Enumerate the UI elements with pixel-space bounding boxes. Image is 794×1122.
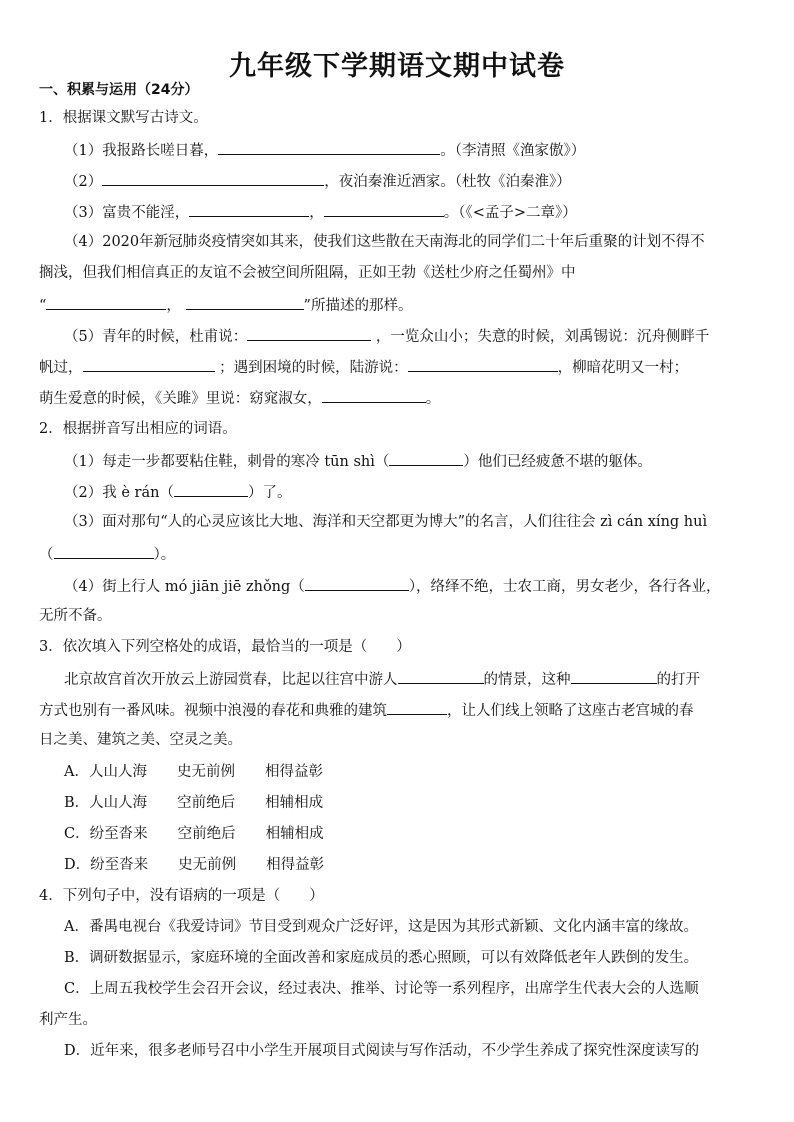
q1-item-4-line2: 搁浅，但我们相信真正的友谊不会被空间所阻隔，正如王勃《送杜少府之任蜀州》中 bbox=[39, 265, 576, 281]
q1-item-4-line3: “ ， ”所描述的那样。 bbox=[39, 294, 412, 316]
answer-blank[interactable] bbox=[322, 387, 426, 403]
q1-item-3: （3）富贵不能淫， ， 。（《<孟子>二章》） bbox=[64, 201, 577, 223]
answer-blank[interactable] bbox=[305, 575, 409, 591]
answer-blank[interactable] bbox=[83, 356, 215, 372]
q3-stem: 3．依次填入下列空格处的成语，最恰当的一项是（ ） bbox=[39, 639, 411, 655]
q4-option-c-line1[interactable]: C．上周五我校学生会召开会议，经过表决、推举、讨论等一系列程序，出席学生代表大会的人选顺 bbox=[64, 981, 699, 997]
page-title: 九年级下学期语文期中试卷 bbox=[229, 51, 565, 82]
answer-blank[interactable] bbox=[398, 668, 484, 684]
q3-option-d[interactable]: D．纷至沓来 史无前例 相得益彰 bbox=[64, 857, 325, 873]
q4-option-b[interactable]: B．调研数据显示，家庭环境的全面改善和家庭成员的悉心照顾，可以有效降低老年人跌倒的发生。 bbox=[64, 950, 699, 966]
section-heading: 一、积累与运用（24分） bbox=[39, 82, 199, 98]
answer-blank[interactable] bbox=[571, 668, 657, 684]
q3-option-c[interactable]: C．纷至沓来 空前绝后 相辅相成 bbox=[64, 826, 324, 842]
answer-blank[interactable] bbox=[387, 699, 447, 715]
q2-item-3-line1: （3）面对那句“人的心灵应该比大地、海洋和天空都更为博大”的名言，人们往往会 zì cán xíng huì bbox=[64, 514, 708, 530]
q3-option-a[interactable]: A．人山人海 史无前例 相得益彰 bbox=[64, 764, 323, 780]
q1-item-5-line1: （5）青年的时候，杜甫说： ，一览众山小；失意的时候，刘禹锡说：沉舟侧畔千 bbox=[64, 325, 709, 347]
q1-item-4-line1: （4）2020年新冠肺炎疫情突如其来，使我们这些散在天南海北的同学们二十年后重聚的计划不得不 bbox=[64, 234, 705, 250]
answer-blank[interactable] bbox=[46, 294, 166, 310]
answer-blank[interactable] bbox=[186, 294, 304, 310]
q3-passage-line1: 北京故宫首次开放云上游园赏春，比起以往宫中游人 的情景，这种 的打开 bbox=[64, 668, 700, 690]
q2-stem: 2．根据拼音写出相应的词语。 bbox=[39, 421, 237, 437]
q1-stem: 1．根据课文默写古诗文。 bbox=[39, 110, 208, 126]
q3-passage-line3: 日之美、建筑之美、空灵之美。 bbox=[39, 732, 242, 748]
q2-item-4-line2: 无所不备。 bbox=[39, 608, 112, 624]
q1-item-2: （2） ，夜泊秦淮近酒家。（杜牧《泊秦淮》） bbox=[64, 170, 571, 192]
q3-passage-line2: 方式也别有一番风味。视频中浪漫的春花和典雅的建筑 ，让人们线上领略了这座古老宫城的春 bbox=[39, 699, 694, 721]
q2-item-2: （2）我 è rán（ ）了。 bbox=[64, 481, 291, 503]
q2-item-3-line2: （ ）。 bbox=[39, 543, 175, 565]
answer-blank[interactable] bbox=[247, 325, 371, 341]
answer-blank[interactable] bbox=[189, 201, 309, 217]
q2-item-4-line1: （4）街上行人 mó jiān jiē zhǒng（ ），络绎不绝，士农工商，男女老少，各行各业， bbox=[64, 575, 721, 597]
answer-blank[interactable] bbox=[218, 139, 440, 155]
answer-blank[interactable] bbox=[389, 450, 463, 466]
answer-blank[interactable] bbox=[102, 170, 324, 186]
q1-item-5-line2: 帆过， ；遇到困境的时候，陆游说： ，柳暗花明又一村； bbox=[39, 356, 688, 378]
q2-item-1: （1）每走一步都要粘住鞋，刺骨的寒冷 tūn shì（ ）他们已经疲惫不堪的躯体。 bbox=[64, 450, 652, 472]
answer-blank[interactable] bbox=[408, 356, 558, 372]
q4-stem: 4．下列句子中，没有语病的一项是（ ） bbox=[39, 888, 324, 904]
q3-option-b[interactable]: B．人山人海 空前绝后 相辅相成 bbox=[64, 795, 324, 811]
q1-item-1: （1）我报路长嗟日暮， 。（李清照《渔家傲》） bbox=[64, 139, 585, 161]
answer-blank[interactable] bbox=[324, 201, 444, 217]
q1-item-5-line3: 萌生爱意的时候，《关雎》里说：窈窕淑女， 。 bbox=[39, 387, 440, 409]
answer-blank[interactable] bbox=[54, 543, 154, 559]
q4-option-a[interactable]: A．番禺电视台《我爱诗词》节目受到观众广泛好评，这是因为其形式新颖、文化内涵丰富的缘故。 bbox=[64, 919, 698, 935]
answer-blank[interactable] bbox=[174, 481, 248, 497]
q4-option-d-line1[interactable]: D．近年来，很多老师号召中小学生开展项目式阅读与写作活动，不少学生养成了探究性深度读写的 bbox=[64, 1043, 700, 1059]
q4-option-c-line2: 利产生。 bbox=[39, 1012, 97, 1028]
